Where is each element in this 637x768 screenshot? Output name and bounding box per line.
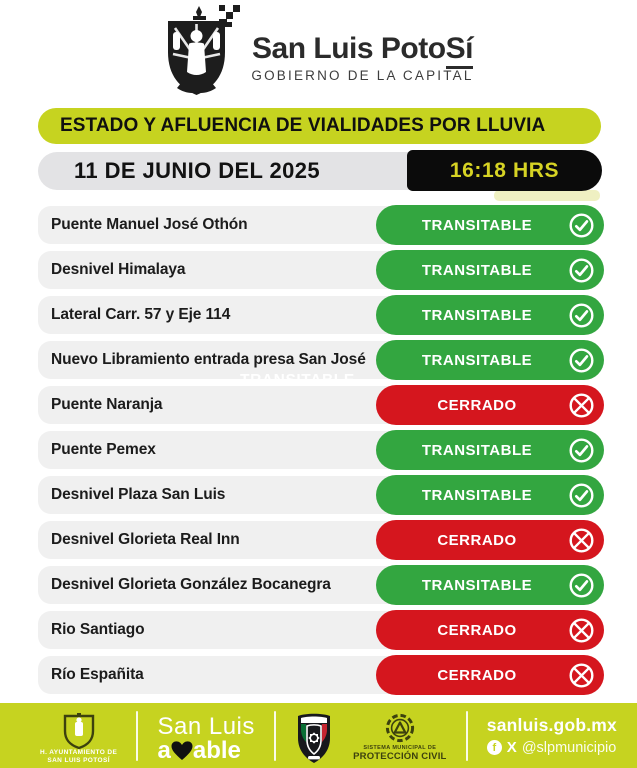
check-circle-icon: [568, 212, 595, 239]
road-name: Puente Pemex: [51, 441, 156, 458]
time-pill-shadow: [494, 190, 600, 201]
headline-banner: [38, 108, 601, 144]
ayuntamiento-label-line2: SAN LUIS POTOSÍ: [47, 756, 110, 764]
brand-subtitle: GOBIERNO DE LA CAPITAL: [251, 67, 474, 83]
status-badge: [376, 565, 604, 605]
ayuntamiento-label-line1: H. AYUNTAMIENTO DE: [40, 749, 118, 757]
footer-proteccion-civil-logo: [353, 713, 446, 763]
website-text: sanluis.gob.mx: [486, 715, 617, 735]
road-status-list: [38, 206, 601, 694]
check-circle-icon: [568, 302, 595, 329]
brand-title-accent: Sí: [446, 32, 473, 69]
heart-icon: [170, 740, 194, 762]
road-row: [38, 251, 601, 289]
road-name: Puente Naranja: [51, 396, 163, 413]
social-row: [487, 739, 617, 756]
x-circle-icon: [568, 617, 595, 644]
road-name: Desnivel Himalaya: [51, 261, 186, 278]
check-circle-icon: [568, 347, 595, 374]
status-label: TRANSITABLE: [421, 216, 533, 234]
ghost-watermark: TRANSITABLE: [240, 372, 355, 389]
city-coat-of-arms-icon: [163, 4, 241, 98]
footer-sanluis-amable-logo: [157, 713, 255, 764]
status-badge: [376, 520, 604, 560]
time-pill: [407, 150, 602, 191]
proteccion-civil-emblem-icon: [385, 713, 415, 743]
footer-divider: [136, 711, 138, 761]
road-row: [38, 206, 601, 244]
status-badge: [376, 295, 604, 335]
status-badge: [376, 610, 604, 650]
brand-text: [251, 31, 474, 83]
footer-divider: [466, 711, 468, 761]
status-label: CERRADO: [437, 666, 517, 684]
road-name: Desnivel Glorieta Real Inn: [51, 531, 240, 548]
status-label: TRANSITABLE: [421, 486, 533, 504]
status-label: CERRADO: [437, 531, 517, 549]
x-twitter-icon: X: [506, 739, 517, 756]
time-text: 16:18 HRS: [449, 158, 560, 182]
status-label: CERRADO: [437, 621, 517, 639]
brand-title-main: San Luis Poto: [252, 31, 446, 65]
date-text: 11 DE JUNIO DEL 2025: [74, 158, 321, 183]
status-badge: [376, 340, 604, 380]
x-circle-icon: [568, 392, 595, 419]
brand-title: [252, 31, 473, 65]
road-name: Río Españita: [51, 666, 144, 683]
footer: [0, 703, 637, 768]
status-label: TRANSITABLE: [421, 576, 533, 594]
road-row: [38, 386, 601, 424]
status-badge: [376, 205, 604, 245]
road-name: Nuevo Libramiento entrada presa San José: [51, 351, 366, 368]
footer-agency-logos: [295, 712, 446, 764]
x-circle-icon: [568, 662, 595, 689]
road-name: Desnivel Plaza San Luis: [51, 486, 226, 503]
pc-label-line2: PROTECCIÓN CIVIL: [353, 751, 447, 763]
footer-divider: [274, 711, 276, 761]
road-row: [38, 566, 601, 604]
amable-suffix: able: [192, 736, 241, 764]
check-circle-icon: [568, 437, 595, 464]
footer-web-block: [487, 715, 617, 756]
x-circle-icon: [568, 527, 595, 554]
road-row: [38, 296, 601, 334]
check-circle-icon: [568, 572, 595, 599]
road-row: [38, 656, 601, 694]
status-badge: [376, 250, 604, 290]
road-row: [38, 341, 601, 379]
amable-line2: [157, 736, 241, 764]
road-name: Puente Manuel José Othón: [51, 216, 248, 233]
road-row: [38, 611, 601, 649]
amable-prefix: a: [157, 736, 171, 764]
ayuntamiento-shield-icon: [60, 713, 98, 749]
status-label: TRANSITABLE: [421, 351, 533, 369]
status-label: CERRADO: [437, 396, 517, 414]
status-badge: [376, 385, 604, 425]
status-badge: [376, 475, 604, 515]
amable-line1: San Luis: [157, 713, 255, 741]
road-row: [38, 476, 601, 514]
header: [0, 4, 637, 98]
road-name: Lateral Carr. 57 y Eje 114: [51, 306, 231, 323]
status-label: TRANSITABLE: [421, 261, 533, 279]
facebook-icon: f: [487, 740, 502, 755]
check-circle-icon: [568, 257, 595, 284]
social-handle: @slpmunicipio: [521, 739, 617, 756]
road-name: Desnivel Glorieta González Bocanegra: [51, 576, 331, 593]
status-badge: [376, 655, 604, 695]
footer-ayuntamiento-logo: [40, 713, 117, 764]
pc-label-line1: SISTEMA MUNICIPAL DE: [363, 744, 437, 751]
road-name: Rio Santiago: [51, 621, 145, 638]
police-badge-icon: [295, 712, 333, 764]
status-badge: [376, 430, 604, 470]
road-row: [38, 521, 601, 559]
road-row: [38, 431, 601, 469]
status-label: TRANSITABLE: [421, 306, 533, 324]
check-circle-icon: [568, 482, 595, 509]
headline-text: ESTADO Y AFLUENCIA DE VIALIDADES POR LLUVIA: [60, 115, 546, 136]
status-label: TRANSITABLE: [421, 441, 533, 459]
